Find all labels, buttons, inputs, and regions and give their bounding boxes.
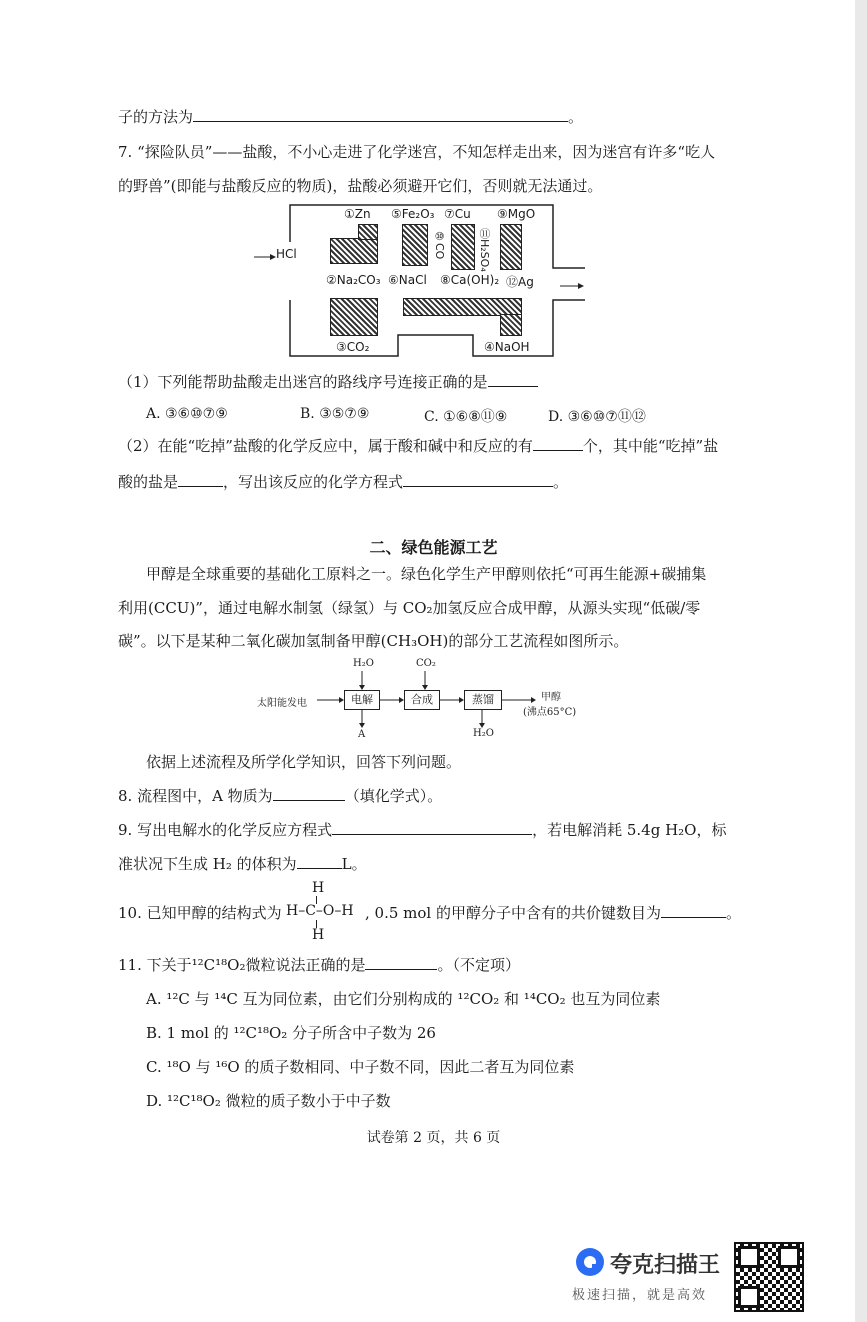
flow-source-label: 太阳能发电: [257, 698, 307, 709]
maze-label-na2co3: ②Na₂CO₃: [326, 273, 381, 287]
flow-step-distillation: 蒸馏: [464, 690, 502, 710]
section-title: 二、绿色能源工艺: [369, 538, 498, 557]
q7-option-b[interactable]: B. ③⑤⑦⑨: [300, 406, 370, 422]
scanner-watermark: [568, 1240, 808, 1310]
flow-output-water: H₂O: [473, 728, 494, 739]
q11-option-d[interactable]: D. ¹²C¹⁸O₂ 微粒的质子数小于中子数: [146, 1092, 391, 1110]
answer-blank[interactable]: [273, 786, 345, 801]
maze-label-co: ⑩CO: [433, 230, 446, 260]
scanner-slogan: 极速扫描，就是高效: [572, 1288, 708, 1303]
maze-entry-label: HCl: [276, 247, 297, 261]
q11-particle: ¹²C¹⁸O₂: [191, 956, 246, 974]
q8-text2: （填化学式）。: [344, 787, 443, 805]
structure-h-bottom: H: [312, 927, 325, 943]
maze-label-mgo: ⑨MgO: [497, 207, 536, 221]
q9-text3: 准状况下生成 H₂ 的体积为: [118, 855, 297, 873]
flow-input-water: H₂O: [353, 658, 374, 669]
scanner-brand: 夸克扫描王: [610, 1253, 721, 1278]
q7-sub2-text4: ，写出该反应的化学方程式: [223, 473, 404, 491]
answer-blank[interactable]: [533, 436, 583, 451]
page-edge: [855, 0, 867, 1322]
qr-code-icon: [734, 1242, 804, 1312]
q11-option-c[interactable]: C. ¹⁸O 与 ¹⁶O 的质子数相同、中子数不同，因此二者互为同位素: [146, 1058, 575, 1076]
answer-blank[interactable]: [297, 854, 342, 869]
q10-text-a: 10. 已知甲醇的结构式为: [118, 904, 282, 922]
q11-option-b[interactable]: B. 1 mol 的 ¹²C¹⁸O₂ 分子所含中子数为 26: [146, 1024, 436, 1042]
q11-stem: [118, 955, 520, 975]
section2-para1: 甲醇是全球重要的基础化工原料之一。绿色化学生产甲醇则依托“可再生能源+碳捕集: [146, 565, 707, 583]
q7-option-a[interactable]: A. ③⑥⑩⑦⑨: [146, 406, 228, 422]
answer-blank[interactable]: [193, 107, 568, 122]
flow-step-synthesis: 合成: [404, 690, 440, 710]
maze-label-nacl: ⑥NaCl: [388, 273, 427, 287]
q9-text: 9. 写出电解水的化学反应方程式: [118, 821, 333, 839]
maze-block: [358, 224, 378, 240]
maze-block: [330, 238, 378, 264]
scanner-logo-icon: [574, 1246, 606, 1278]
q9-line1: [118, 820, 726, 840]
answer-blank[interactable]: [332, 820, 532, 835]
methanol-structure: [286, 880, 366, 946]
section2-para2: 利用(CCU)”，通过电解水制氢（绿氢）与 CO₂加氢反应合成甲醇，从源头实现“低碳/零: [118, 599, 701, 617]
structure-chain: H–C–O–H: [286, 903, 354, 919]
answer-blank[interactable]: [403, 472, 553, 487]
maze-label-fe2o3: ⑤Fe₂O₃: [391, 207, 435, 221]
process-flow-diagram: [255, 655, 595, 745]
structure-h-top: H: [312, 880, 325, 896]
maze-block: [500, 224, 522, 270]
answer-blank[interactable]: [488, 372, 538, 387]
q8-text: 8. 流程图中，A 物质为: [118, 787, 273, 805]
q7-sub2-line1: [118, 436, 718, 456]
maze-label-ag: ⑫Ag: [506, 275, 534, 289]
q7-sub1: [118, 372, 538, 392]
q7-sub1-text: （1）下列能帮助盐酸走出迷宫的路线序号连接正确的是: [118, 373, 488, 391]
answer-blank[interactable]: [661, 903, 726, 918]
q7-sub2-text3: 酸的盐是: [118, 473, 179, 491]
flow-product-label: 甲醇: [541, 692, 561, 703]
maze-label-caoh2: ⑧Ca(OH)₂: [440, 273, 500, 287]
q8-line: [118, 786, 442, 806]
top-line: [118, 107, 583, 127]
section2-intro: 依据上述流程及所学化学知识，回答下列问题。: [146, 753, 462, 771]
q10-text-b: , 0.5 mol 的甲醇分子中含有的共价键数目为: [365, 904, 661, 922]
top-line-end: 。: [568, 108, 584, 126]
maze-block: [451, 224, 475, 270]
q7-sub2-line2: [118, 472, 568, 492]
maze-label-cu: ⑦Cu: [444, 207, 471, 221]
q7-option-d[interactable]: D. ③⑥⑩⑦⑪⑫: [548, 409, 646, 425]
maze-block: [402, 224, 428, 266]
q11-text3: 。（不定项）: [437, 956, 520, 974]
flow-input-co2: CO₂: [416, 658, 436, 669]
maze-block: [330, 298, 378, 336]
flow-product-note: (沸点65°C): [523, 707, 577, 718]
top-line-text: 子的方法为: [118, 108, 194, 126]
q7-sub2-text: （2）在能“吃掉”盐酸的化学反应中，属于酸和碱中和反应的有: [118, 437, 533, 455]
answer-blank[interactable]: [178, 472, 223, 487]
section2-para3: 碳”。以下是某种二氧化碳加氢制备甲醇(CH₃OH)的部分工艺流程如图所示。: [118, 632, 629, 650]
maze-label-co2: ③CO₂: [336, 340, 370, 354]
q10-end: 。: [725, 904, 741, 922]
maze-label-h2so4: ⑪H₂SO₄: [478, 228, 491, 272]
q10-line-b: [365, 903, 741, 923]
q11-option-a[interactable]: A. ¹²C 与 ¹⁴C 互为同位素，由它们分别构成的 ¹²CO₂ 和 ¹⁴CO₂ 也互为同位素: [146, 990, 661, 1008]
flow-step-electrolysis: 电解: [344, 690, 380, 710]
maze-label-naoh: ④NaOH: [484, 340, 530, 354]
q9-text4: L。: [341, 855, 367, 873]
q7-line2: 的野兽”(即能与盐酸反应的物质)，盐酸必须避开它们，否则就无法通过。: [118, 177, 603, 195]
q9-line2: [118, 854, 367, 874]
q7-option-c[interactable]: C. ①⑥⑧⑪⑨: [424, 409, 508, 425]
q9-text2: ，若电解消耗 5.4g H₂O，标: [532, 821, 727, 839]
answer-blank[interactable]: [365, 955, 437, 970]
q7-line1: 7. “探险队员”——盐酸，不小心走进了化学迷宫，不知怎样走出来，因为迷宫有许多“吃人: [118, 143, 716, 161]
page-footer: 试卷第 2 页，共 6 页: [366, 1130, 501, 1146]
q7-end: 。: [553, 473, 569, 491]
q7-sub2-text2: 个，其中能“吃掉”盐: [582, 437, 719, 455]
flow-output-a: A: [358, 729, 366, 740]
maze-label-zn: ①Zn: [344, 207, 371, 221]
q11-text: 11. 下关于: [118, 956, 192, 974]
maze-block: [500, 314, 522, 336]
maze-diagram: [248, 200, 593, 362]
q11-text2: 微粒说法正确的是: [245, 956, 366, 974]
